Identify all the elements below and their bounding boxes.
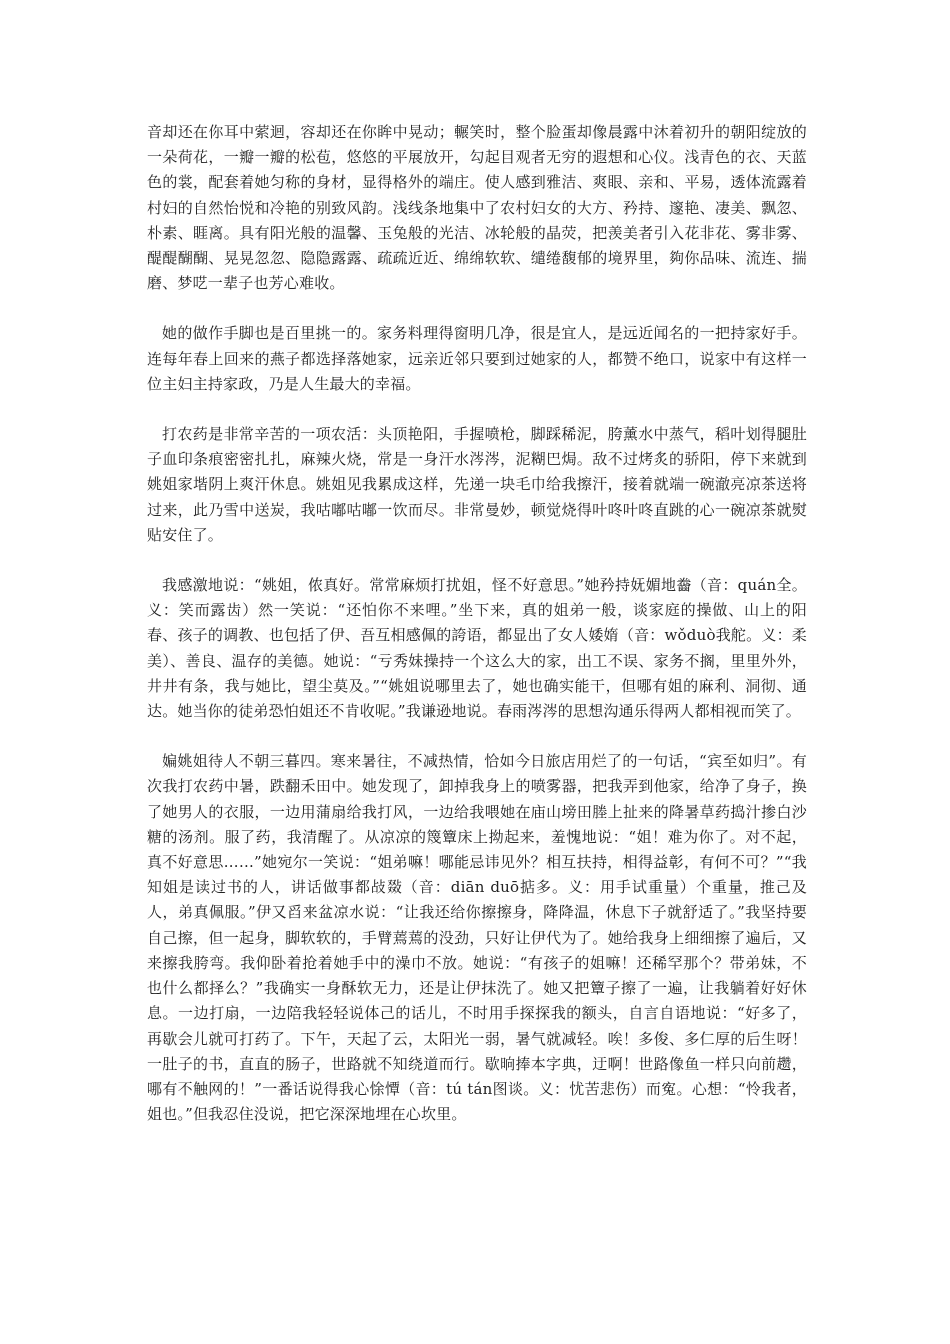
paragraph-4: 我感激地说：“姚姐，侬真好。常常麻烦打扰姐，怪不好意思。”她矜持妩媚地齤（音：quán全。义：笑而露齿）然一笑说：“还怕你不来哩。”坐下来，真的姐弟一般，谈家庭的操做、山上的阳春、孩子的调教、也包括了伊、吾互相感佩的誇语，都显出了女人婑媠（音：wǒduò我舵。义：柔美）、善良、温存的美德。她说：“亏秀妹操持一个这么大的家，出工不误、家务不搁，里里外外，井井有条，我与她比，望尘莫及。”“姚姐说哪里去了，她也确实能干，但哪有姐的麻利、洞彻、通达。她当你的徒弟恐怕姐还不肯收呢。”我谦逊地说。春雨涔涔的思想沟通乐得两人都相视而笑了。 [147, 576, 807, 721]
paragraph-1: 音却还在你耳中萦迴，容却还在你眸中晃动；輾笑时，整个脸蛋却像晨露中沐着初升的朝阳绽放的一朵荷花，一瓣一瓣的松苞，悠悠的平展放开，勾起目观者无穷的遐想和心仪。浅青色的衣、天蓝色的裳，配套着她匀称的身材，显得格外的端庄。使人感到雅洁、爽眼、亲和、平易，透体流露着村妇的自然怡悦和冷艳的别致风韵。浅线条地集中了农村妇女的大方、矜持、邃艳、凄美、飘忽、朴素、睚离。具有阳光般的温馨、玉兔般的光洁、冰轮般的晶荧，把羡美者引入花非花、雾非雾、醍醍醐醐、晃晃忽忽、隐隐露露、疏疏近近、绵绵软软、缱绻馥郁的境界里，夠你品味、流连、揣磨、梦呓一辈子也芳心难收。 [147, 123, 807, 293]
paragraph-5: 媥姚姐待人不朝三暮四。寒来暑往，不减热情，恰如今日旅店用烂了的一句话，“宾至如归”。有次我打农药中暑，跌翻禾田中。她发现了，卸掉我身上的喷雾器，把我弄到他家，给净了身子，换了她男人的衣服，一边用蒲扇给我打风，一边给我喂她在庙山塝田塍上扯来的降暑草药捣汁掺白沙糖的汤剂。服了药，我清醒了。从凉凉的篾簟床上拗起来，羞愧地说：“姐！难为你了。对不起，真不好意思……”她宛尔一笑说：“姐弟嘛！哪能忌讳见外？相互扶持，相得益彰，有何不可？”“我知姐是读过书的人，讲话做事都敁敠（音：diān duō掂多。义：用手试重量）个重量，推己及人，弟真佩服。”伊又舀来盆凉水说：“让我还给你擦擦身，降降温，休息下子就舒适了。”我坚持要自己擦，但一起身，脚软软的，手臂蔫蔫的没劲，只好让伊代为了。她给我身上细细擦了遍后，又来擦我胯弯。我仰卧着抢着她手中的澡巾不放。她说：“有孩子的姐嘛！还稀罕那个？带弟妹，不也什么都择么？”我确实一身酥软无力，还是让伊抹洗了。她又把簟子擦了一遍，让我躺着好好休息。一边打扇，一边陪我轻轻说体己的话儿，不时用手探探我的额头，自言自语地说：“好多了，再歇会儿就可打药了。下午，天起了云，太阳光一弱，暑气就减轻。唉！多俊、多仁厚的后生呀！一肚子的书，直直的肠子，世路就不知绕道而行。歇晌捧本字典，迂啊！世路像鱼一样只向前趱，哪有不触网的！”一番话说得我心悇憛（音：tú tán图谈。义：忧苦悲伤）而寃。心想：“怜我者，姐也。”但我忍住没说，把它深深地埋在心坎里。 [147, 752, 807, 1124]
article-body [147, 120, 807, 1152]
paragraph-3: 打农药是非常辛苦的一项农活：头顶艳阳，手握喷枪，脚踩稀泥，胯薰水中蒸气，稻叶划得腿肚子血印条痕密密扎扎，麻辣火烧，常是一身汗水涔涔，泥糊巴焗。敌不过烤炙的骄阳，停下来就到姚姐家堦阴上爽汗休息。姚姐见我累成这样，先递一块毛巾给我擦汗，接着就端一碗澈亮凉茶送将过来，此乃雪中送炭，我咕嘟咕嘟一饮而尽。非常曼妙，顿觉烧得叶咚叶咚直跳的心一碗凉茶就熨贴安住了。 [147, 425, 807, 544]
paragraph-2: 她的做作手脚也是百里挑一的。家务料理得窗明几净，很是宜人，是远近闻名的一把持家好手。连每年春上回来的燕子都选择落她家，远亲近邻只要到过她家的人，都赞不绝口，说家中有这样一位主妇主持家政，乃是人生最大的幸福。 [147, 324, 807, 393]
